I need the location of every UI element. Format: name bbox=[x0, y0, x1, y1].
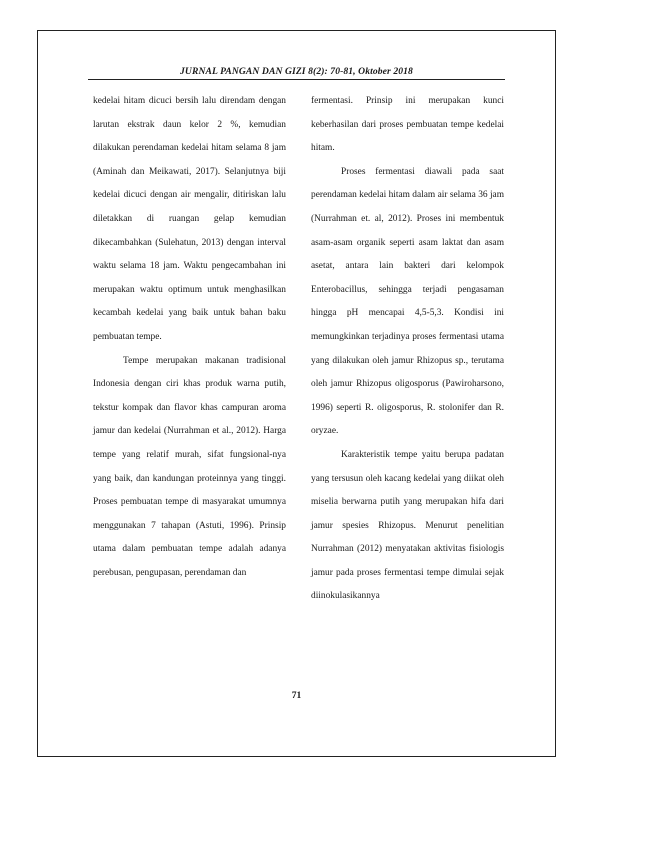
left-paragraph-1: kedelai hitam dicuci bersih lalu direndam dengan larutan ekstrak daun kelor 2 %, kemudian dilakukan perendaman kedelai hitam selama 8 jam (Aminah dan Meikawati, 2017). Selanjutnya biji kedelai dicuci dengan air mengalir, ditiriskan lalu diletakkan di ruangan gelap kemudian dikecambahkan (Sulehatun, 2013) dengan interval waktu selama 18 jam. Waktu pengecambahan ini merupakan waktu optimum untuk menghasilkan kecambah kedelai yang baik untuk bahan baku pembuatan tempe. bbox=[93, 96, 286, 342]
right-paragraph-1: fermentasi. Prinsip ini merupakan kunci keberhasilan dari proses pembuatan tempe kedelai hitam. bbox=[311, 96, 504, 154]
right-paragraph-2: Proses fermentasi diawali pada saat perendaman kedelai hitam dalam air selama 36 jam (Nurrahman et. al, 2012). Proses ini membentuk asam-asam organik seperti asam laktat dan asam asetat, antara lain bakteri dari kelompok Enterobacillus, sehingga terjadi pengasaman hingga pH mencapai 4,5-5,3. Kondisi ini memungkinkan terjadinya proses fermentasi utama yang dilakukan oleh jamur Rhizopus sp., terutama oleh jamur Rhizopus oligosporus (Pawiroharsono, 1996) seperti R. oligosporus, R. stolonifer dan R. oryzae. bbox=[311, 166, 504, 437]
right-column bbox=[311, 90, 504, 609]
right-paragraph-3: Karakteristik tempe yaitu berupa padatan yang tersusun oleh kacang kedelai yang diikat oleh miselia berwarna putih yang merupakan hifa dari jamur spesies Rhizopus. Menurut penelitian Nurrahman (2012) menyatakan aktivitas fisiologis jamur pada proses fermentasi tempe dimulai sejak diinokulasikannya bbox=[311, 449, 504, 602]
page-number: 71 bbox=[291, 690, 302, 701]
header-rule bbox=[88, 79, 505, 80]
journal-header: JURNAL PANGAN DAN GIZI 8(2): 70-81, Oktober 2018 bbox=[180, 66, 413, 77]
left-column bbox=[93, 90, 286, 585]
left-paragraph-2: Tempe merupakan makanan tradisional Indonesia dengan ciri khas produk warna putih, tekstur kompak dan flavor khas campuran aroma jamur dan kedelai (Nurrahman et al., 2012). Harga tempe yang relatif murah, sifat fungsional-nya yang baik, dan kandungan proteinnya yang tinggi. Proses pembuatan tempe di masyarakat umumnya menggunakan 7 tahapan (Astuti, 1996). Prinsip utama dalam pembuatan tempe adalah adanya perebusan, pengupasan, perendaman dan bbox=[93, 355, 286, 578]
